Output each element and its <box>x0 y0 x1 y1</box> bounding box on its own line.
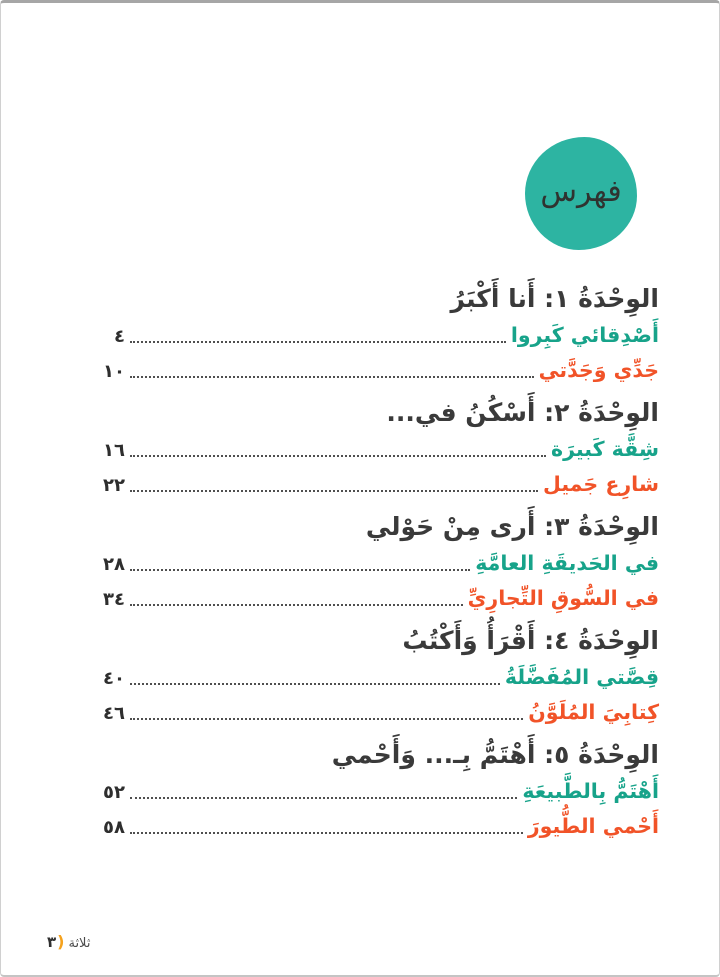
toc-row <box>93 698 659 726</box>
index-circle-badge <box>525 137 637 250</box>
toc-item-label: أَهْتَمُّ بِالطَّبيعَةِ <box>522 779 659 803</box>
page-number: ١٠ <box>103 361 125 382</box>
footer-page-numeral: ٣ <box>47 933 57 951</box>
footer-page-word: ثلاثة <box>68 936 91 951</box>
toc-row <box>93 549 659 577</box>
page-number: ٢٨ <box>103 554 125 575</box>
dotted-leader <box>130 603 463 606</box>
toc-row <box>93 584 659 612</box>
toc-row <box>93 663 659 691</box>
dotted-leader <box>130 454 546 457</box>
dotted-leader <box>130 489 538 492</box>
dotted-leader <box>130 831 523 834</box>
toc-unit-4 <box>93 625 659 726</box>
toc-item-label: جَدِّي وَجَدَّتي <box>538 358 659 382</box>
toc-unit-5 <box>93 739 659 840</box>
toc-unit-3 <box>93 511 659 612</box>
page-number: ٣٤ <box>103 589 125 610</box>
toc-item-label: قِصَّتي المُفَضَّلَةُ <box>504 665 659 689</box>
toc-row <box>93 321 659 349</box>
page-number: ١٦ <box>103 440 125 461</box>
toc-item-label: شِقَّة كَبيرَة <box>551 437 659 461</box>
page-number: ٥٨ <box>103 817 125 838</box>
toc-item-label: أَصْدِقائي كَبِروا <box>510 323 659 347</box>
unit-title: الوِحْدَةُ ٥: أَهْتَمُّ بِـ... وَأَحْمي <box>331 740 659 769</box>
toc-item-label: شارِع جَميل <box>543 472 659 496</box>
dotted-leader <box>130 682 500 685</box>
toc-row <box>93 435 659 463</box>
index-badge-label: فهرس <box>540 174 622 209</box>
page-number: ٤ <box>114 326 125 347</box>
footer-paren-accent: ) <box>57 932 65 951</box>
page-number: ٢٢ <box>103 475 125 496</box>
unit-title: الوِحْدَةُ ٢: أَسْكُنُ في... <box>386 398 659 427</box>
dotted-leader <box>130 717 523 720</box>
page-number: ٥٢ <box>103 782 125 803</box>
page-number: ٤٦ <box>103 703 125 724</box>
unit-title: الوِحْدَةُ ٤: أَقْرَأُ وَأَكْتُبُ <box>402 626 659 655</box>
unit-title: الوِحْدَةُ ١: أَنا أَكْبَرُ <box>450 284 659 313</box>
toc-row <box>93 777 659 805</box>
toc-unit-1 <box>93 283 659 384</box>
toc-item-label: في الحَديقَةِ العامَّةِ <box>475 551 659 575</box>
unit-title: الوِحْدَةُ ٣: أَرى مِنْ حَوْلي <box>365 512 659 541</box>
dotted-leader <box>130 340 506 343</box>
dotted-leader <box>130 375 534 378</box>
toc-unit-2 <box>93 397 659 498</box>
dotted-leader <box>130 796 517 799</box>
toc-item-label: في السُّوقِ التِّجارِيِّ <box>467 586 659 610</box>
table-of-contents <box>93 283 659 853</box>
page-number: ٤٠ <box>103 668 125 689</box>
toc-item-label: كِتابِيَ المُلَوَّنُ <box>528 700 659 724</box>
toc-item-label: أَحْمي الطُّيورَ <box>527 814 659 838</box>
toc-row <box>93 812 659 840</box>
toc-row <box>93 470 659 498</box>
dotted-leader <box>130 568 470 571</box>
toc-row <box>93 356 659 384</box>
page-footer-marker <box>47 932 90 951</box>
